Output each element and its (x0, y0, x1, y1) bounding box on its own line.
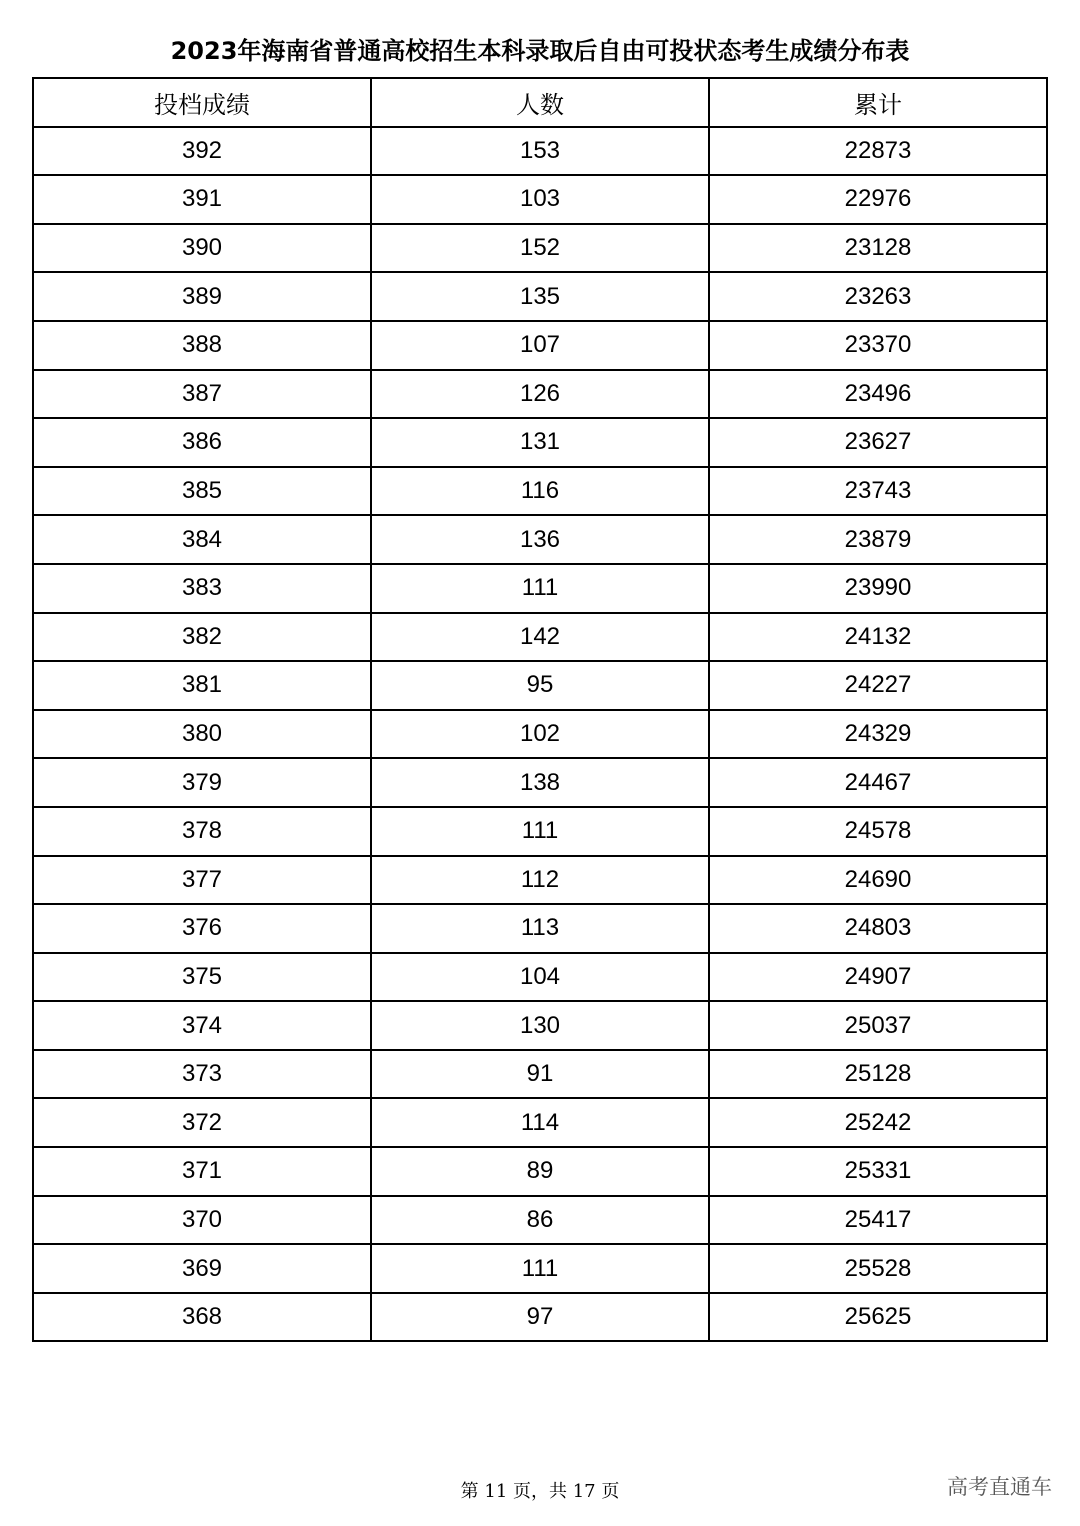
table-row (33, 1244, 1047, 1293)
table-row (33, 224, 1047, 273)
cell-cumulative: 24227 (709, 661, 1047, 710)
header-count: 人数 (371, 78, 709, 127)
cell-cumulative: 22976 (709, 175, 1047, 224)
cell-score: 378 (33, 807, 371, 856)
cell-score: 368 (33, 1293, 371, 1342)
table-row (33, 272, 1047, 321)
cell-cumulative: 23370 (709, 321, 1047, 370)
cell-cumulative: 23263 (709, 272, 1047, 321)
cell-cumulative: 24578 (709, 807, 1047, 856)
cell-count: 91 (371, 1050, 709, 1099)
cell-count: 95 (371, 661, 709, 710)
cell-count: 116 (371, 467, 709, 516)
cell-count: 97 (371, 1293, 709, 1342)
table-row (33, 564, 1047, 613)
cell-count: 135 (371, 272, 709, 321)
table-row (33, 710, 1047, 759)
cell-cumulative: 23743 (709, 467, 1047, 516)
cell-cumulative: 23128 (709, 224, 1047, 273)
table-row (33, 515, 1047, 564)
cell-score: 385 (33, 467, 371, 516)
table-row (33, 175, 1047, 224)
cell-score: 370 (33, 1196, 371, 1245)
table-row (33, 1147, 1047, 1196)
cell-score: 387 (33, 370, 371, 419)
cell-cumulative: 25417 (709, 1196, 1047, 1245)
cell-cumulative: 23627 (709, 418, 1047, 467)
cell-cumulative: 25242 (709, 1098, 1047, 1147)
cell-cumulative: 24329 (709, 710, 1047, 759)
cell-cumulative: 25331 (709, 1147, 1047, 1196)
cell-score: 384 (33, 515, 371, 564)
cell-cumulative: 24690 (709, 856, 1047, 905)
cell-score: 372 (33, 1098, 371, 1147)
cell-count: 130 (371, 1001, 709, 1050)
cell-count: 112 (371, 856, 709, 905)
cell-cumulative: 23990 (709, 564, 1047, 613)
cell-score: 374 (33, 1001, 371, 1050)
cell-cumulative: 25037 (709, 1001, 1047, 1050)
cell-cumulative: 25528 (709, 1244, 1047, 1293)
cell-cumulative: 25625 (709, 1293, 1047, 1342)
table-row (33, 661, 1047, 710)
cell-score: 369 (33, 1244, 371, 1293)
table-row (33, 953, 1047, 1002)
cell-score: 375 (33, 953, 371, 1002)
cell-count: 111 (371, 807, 709, 856)
cell-count: 153 (371, 127, 709, 176)
cell-count: 138 (371, 758, 709, 807)
cell-cumulative: 24907 (709, 953, 1047, 1002)
cell-score: 386 (33, 418, 371, 467)
cell-score: 381 (33, 661, 371, 710)
cell-count: 126 (371, 370, 709, 419)
cell-cumulative: 24803 (709, 904, 1047, 953)
cell-score: 389 (33, 272, 371, 321)
table-row (33, 1293, 1047, 1342)
table-row (33, 467, 1047, 516)
cell-count: 86 (371, 1196, 709, 1245)
header-cumulative: 累计 (709, 78, 1047, 127)
cell-cumulative: 25128 (709, 1050, 1047, 1099)
cell-cumulative: 23496 (709, 370, 1047, 419)
cell-count: 131 (371, 418, 709, 467)
cell-score: 382 (33, 613, 371, 662)
table-row (33, 856, 1047, 905)
table-row (33, 418, 1047, 467)
table-row (33, 904, 1047, 953)
cell-score: 390 (33, 224, 371, 273)
table-row (33, 1196, 1047, 1245)
page-number: 第 11 页，共 17 页 (460, 1481, 620, 1502)
cell-score: 388 (33, 321, 371, 370)
table-row (33, 370, 1047, 419)
table-body (33, 127, 1047, 1342)
score-distribution-table (32, 77, 1048, 1342)
table-row (33, 758, 1047, 807)
cell-count: 152 (371, 224, 709, 273)
cell-count: 114 (371, 1098, 709, 1147)
table-row (33, 127, 1047, 176)
cell-score: 373 (33, 1050, 371, 1099)
table-row (33, 613, 1047, 662)
cell-count: 103 (371, 175, 709, 224)
cell-score: 392 (33, 127, 371, 176)
cell-cumulative: 24467 (709, 758, 1047, 807)
page-title: 2023年海南省普通高校招生本科录取后自由可投状态考生成绩分布表 (170, 37, 910, 65)
cell-score: 376 (33, 904, 371, 953)
cell-count: 107 (371, 321, 709, 370)
cell-score: 379 (33, 758, 371, 807)
cell-score: 383 (33, 564, 371, 613)
cell-score: 391 (33, 175, 371, 224)
cell-count: 89 (371, 1147, 709, 1196)
cell-score: 371 (33, 1147, 371, 1196)
watermark: 高考直通车 (947, 1475, 1052, 1499)
cell-count: 111 (371, 564, 709, 613)
table-row (33, 1001, 1047, 1050)
cell-count: 142 (371, 613, 709, 662)
table-row (33, 321, 1047, 370)
cell-count: 113 (371, 904, 709, 953)
cell-count: 104 (371, 953, 709, 1002)
cell-cumulative: 23879 (709, 515, 1047, 564)
cell-count: 136 (371, 515, 709, 564)
header-score: 投档成绩 (33, 78, 371, 127)
cell-score: 380 (33, 710, 371, 759)
table-row (33, 807, 1047, 856)
table-row (33, 1050, 1047, 1099)
cell-count: 111 (371, 1244, 709, 1293)
table-header-row (33, 78, 1047, 127)
table-row (33, 1098, 1047, 1147)
cell-cumulative: 22873 (709, 127, 1047, 176)
cell-count: 102 (371, 710, 709, 759)
cell-cumulative: 24132 (709, 613, 1047, 662)
cell-score: 377 (33, 856, 371, 905)
